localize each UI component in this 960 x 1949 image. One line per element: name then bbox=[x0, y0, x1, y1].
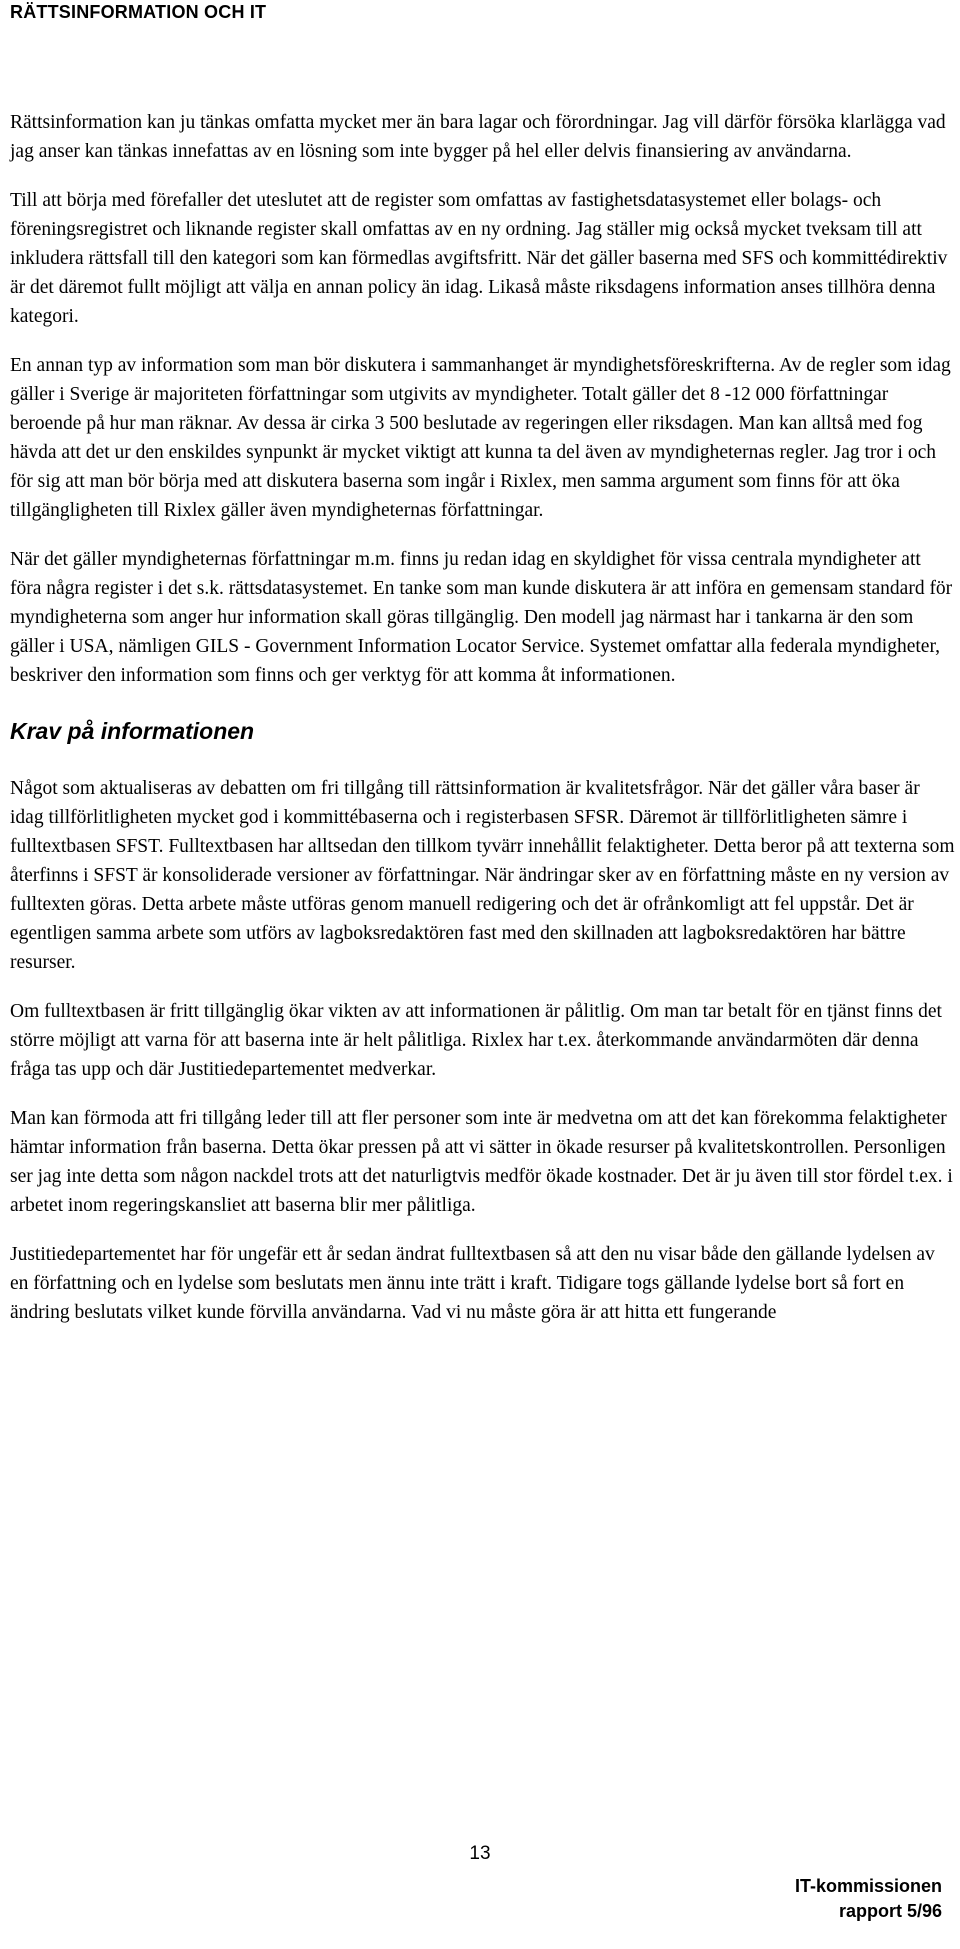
section-heading: Krav på informationen bbox=[10, 718, 255, 744]
paragraph-4: När det gäller myndigheternas författningar m.m. finns ju redan idag en skyldighet för vissa centrala myndigheter att föra några register i det s.k. rättsdatasystemet. En tanke som man kunde diskutera är att införa en gemensam standard för myndigheterna som anger hur information skall göras tillgänglig. Den modell jag närmast har i tankarna är den som gäller i USA, nämligen GILS - Government Information Locator Service. Systemet omfattar alla federala myndigheter, beskriver den information som finns och ger verktyg för att komma åt informationen. bbox=[10, 549, 953, 686]
page-number: 13 bbox=[469, 1843, 491, 1864]
paragraph-8: Justitiedepartementet har för ungefär ett år sedan ändrat fulltextbasen så att den nu visar både den gällande lydelsen av en författning och en lydelse som beslutats men ännu inte trätt i kraft. Tidigare togs gällande lydelse bort så fort en ändring beslutats vilket kunde förvilla användarna. Vad vi nu måste göra är att hitta ett fungerande bbox=[10, 1244, 935, 1323]
footer-org-name: IT-kommissionen bbox=[794, 1876, 942, 1896]
running-header: RÄTTSINFORMATION OCH IT bbox=[10, 2, 267, 22]
paragraph-7: Man kan förmoda att fri tillgång leder till att fler personer som inte är medvetna om att det kan förekomma felaktigheter hämtar information från baserna. Detta ökar pressen på att vi sätter in ökade resurser på kvalitetskontrollen. Personligen ser jag inte detta som någon nackdel trots att det naturligtvis medför ökade kostnader. Det är ju även till stor fördel t.ex. i arbetet inom regeringskansliet att baserna blir mer pålitliga. bbox=[10, 1108, 953, 1216]
document-body bbox=[10, 108, 955, 1347]
footer-report-id: rapport 5/96 bbox=[838, 1901, 942, 1921]
paragraph-3: En annan typ av information som man bör diskutera i sammanhanget är myndighetsföreskrifterna. Av de regler som idag gäller i Sverige är majoriteten författningar som utgivits av myndigheter. Totalt gäller det 8 -12 000 författningar beroende på hur man räknar. Av dessa är cirka 3 500 beslutade av regeringen eller riksdagen. Man kan alltså med fog hävda att det ur den enskildes synpunkt är mycket viktigt att kunna ta del även av myndigheternas regler. Jag tror i och för sig att man bör börja med att diskutera baserna som ingår i Rixlex, men samma argument som finns för att öka tillgängligheten till Rixlex gäller även myndigheternas författningar. bbox=[10, 355, 951, 521]
footer-block bbox=[795, 1874, 942, 1924]
paragraph-2: Till att börja med förefaller det uteslutet att de register som omfattas av fastighetsdatasystemet eller bolags- och föreningsregistret och liknande register skall omfattas av en ny ordning. Jag ställer mig också mycket tveksam till att inkludera rättsfall till den kategori som kan förmedlas avgiftsfritt. När det gäller baserna med SFS och kommittédirektiv är det däremot fullt möjligt att välja en annan policy än idag. Likaså måste riksdagens information anses tillhöra denna kategori. bbox=[10, 190, 948, 327]
paragraph-6: Om fulltextbasen är fritt tillgänglig ökar vikten av att informationen är pålitlig. Om man tar betalt för en tjänst finns det större möjligt att varna för att baserna inte är helt pålitliga. Rixlex har t.ex. återkommande användarmöten där denna fråga tas upp och där Justitiedepartementet medverkar. bbox=[10, 1001, 942, 1080]
paragraph-5: Något som aktualiseras av debatten om fri tillgång till rättsinformation är kvalitetsfrågor. När det gäller våra baser är idag tillförlitligheten mycket god i kommittébaserna och i registerbasen SFSR. Däremot är tillförlitligheten sämre i fulltextbasen SFST. Fulltextbasen har alltsedan den tillkom tyvärr innehållit felaktigheter. Detta beror på att texterna som återfinns i SFST är konsoliderade versioner av författningar. När ändringar sker av en författning måste en ny version av fulltexten göras. Detta arbete måste utföras genom manuell redigering och det är ofrånkomligt att fel uppstår. Det är egentligen samma arbete som utförs av lagboksredaktören fast med den skillnaden att lagboksredaktören har bättre resurser. bbox=[10, 778, 955, 973]
paragraph-1: Rättsinformation kan ju tänkas omfatta mycket mer än bara lagar och förordningar. Jag vill därför försöka klarlägga vad jag anser kan tänkas innefattas av en lösning som inte bygger på hel eller delvis finansiering av användarna. bbox=[10, 112, 946, 162]
